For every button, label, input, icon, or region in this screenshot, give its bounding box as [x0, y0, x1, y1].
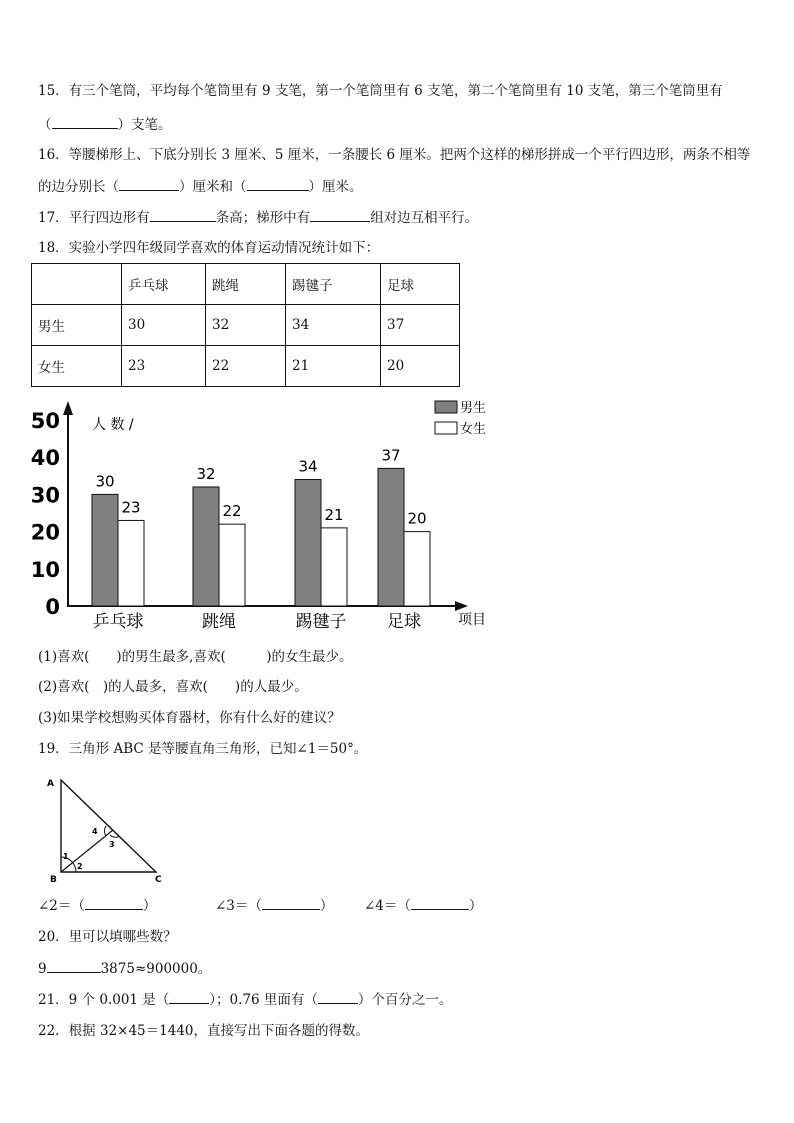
q17-line	[38, 208, 478, 227]
table-cell: 34	[286, 305, 381, 346]
table-cell: 21	[286, 346, 381, 387]
bar-value-label: 34	[298, 457, 318, 476]
bar-boys	[295, 480, 321, 606]
q21-text-b: ）；0.76 里面有（	[209, 992, 318, 1008]
triangle-figure	[40, 770, 170, 885]
x-tick-label: 跳绳	[202, 612, 236, 632]
paren-close: ）	[142, 898, 157, 914]
table-row	[32, 305, 460, 346]
q20-intro: 20．里可以填哪些数？	[38, 929, 177, 945]
q19-answer-4	[364, 896, 482, 915]
bar-value-label: 30	[95, 472, 115, 491]
x-tick-label: 踢毽子	[295, 612, 347, 632]
q21-line	[38, 990, 452, 1009]
q15-line2	[38, 115, 172, 134]
legend-swatch-boys	[435, 401, 457, 413]
x-axis-label: 项目	[458, 612, 486, 628]
y-axis-label: 人 数 /	[92, 417, 134, 433]
angle4-prompt: ∠4＝（	[364, 898, 411, 914]
table-cell: 女生	[32, 346, 122, 387]
y-tick-label: 0	[45, 595, 60, 619]
table-cell: 足球	[381, 264, 460, 305]
q17-text-c: 组对边互相平行。	[370, 210, 479, 226]
q16-blank-1[interactable]	[119, 177, 179, 191]
angle4-arc	[104, 826, 106, 836]
q19-answer-3	[215, 896, 333, 915]
y-tick-label: 50	[30, 409, 60, 433]
y-axis-arrow	[63, 401, 73, 415]
q17-blank-2[interactable]	[310, 208, 370, 222]
vertex-a-label: A	[47, 779, 54, 789]
bar-value-label: 23	[121, 498, 141, 517]
legend-swatch-girls	[435, 422, 457, 434]
bar-boys	[378, 468, 404, 606]
bar-girls	[118, 520, 144, 606]
table-cell: 20	[381, 346, 460, 387]
table-row	[32, 346, 460, 387]
q17-blank-1[interactable]	[150, 208, 216, 222]
angle4-blank[interactable]	[411, 896, 469, 910]
q16-text-c: ）厘米。	[308, 179, 363, 195]
bar-boys	[193, 487, 219, 606]
q21-blank-2[interactable]	[318, 990, 358, 1004]
angle4-label: 4	[92, 827, 98, 836]
stats-table	[31, 263, 460, 387]
q21-blank-1[interactable]	[169, 990, 209, 1004]
bar-value-label: 37	[381, 446, 401, 465]
vertex-b-label: B	[50, 875, 57, 885]
bar-boys	[92, 494, 118, 606]
q19-intro: 19．三角形 ABC 是等腰直角三角形，已知∠1＝50°。	[38, 741, 368, 757]
q18-sub3: (3)如果学校想购买体育器材，你有什么好的建议？	[38, 710, 341, 726]
q16-line2	[38, 177, 363, 196]
q16-line1: 16．等腰梯形上、下底分别长 3 厘米、5 厘米，一条腰长 6 厘米。把两个这样的梯形拼成一个平行四边形，两条不相等	[38, 147, 751, 163]
angle3-blank[interactable]	[262, 896, 320, 910]
table-cell: 37	[381, 305, 460, 346]
bar-chart	[30, 395, 500, 635]
angle2-arc	[73, 863, 76, 872]
q18-sub2: (2)喜欢( )的人最多，喜欢( )的人最少。	[38, 679, 308, 695]
bar-value-label: 32	[196, 464, 216, 483]
table-cell: 跳绳	[206, 264, 286, 305]
q20-text-a: 9	[38, 961, 47, 977]
q15-answer-blank[interactable]	[52, 115, 118, 129]
q16-text-a: 的边分别长（	[38, 179, 119, 195]
q16-text-b: ）厘米和（	[179, 179, 247, 195]
paren-close: ）	[468, 898, 483, 914]
bar-girls	[219, 524, 245, 606]
table-cell: 22	[206, 346, 286, 387]
table-header-row	[32, 264, 460, 305]
q20-blank[interactable]	[47, 959, 101, 973]
q18-intro: 18．实验小学四年级同学喜欢的体育运动情况统计如下：	[38, 240, 380, 256]
vertex-c-label: C	[155, 875, 162, 885]
y-tick-label: 30	[30, 483, 60, 508]
bar-girls	[404, 532, 430, 606]
q17-text-a: 17．平行四边形有	[38, 210, 150, 226]
y-tick-label: 20	[30, 520, 60, 545]
q16-blank-2[interactable]	[247, 177, 309, 191]
bar-value-label: 20	[407, 509, 427, 528]
angle1-label: 1	[63, 852, 69, 861]
bar-girls	[321, 528, 347, 606]
y-tick-label: 40	[30, 446, 60, 471]
triangle-abc	[61, 780, 156, 872]
legend-label-boys: 男生	[460, 401, 487, 416]
q15-paren-close: ）支笔。	[117, 117, 172, 133]
table-cell: 男生	[32, 305, 122, 346]
x-tick-label: 乒乓球	[92, 612, 144, 632]
q20-expression	[38, 959, 211, 978]
angle2-prompt: ∠2＝（	[38, 898, 85, 914]
q15-paren-open: （	[38, 117, 52, 133]
q17-text-b: 条高；梯形中有	[215, 210, 311, 226]
paren-close: ）	[319, 898, 334, 914]
bar-value-label: 22	[222, 502, 242, 521]
q15-line1: 15．有三个笔筒，平均每个笔筒里有 9 支笔，第一个笔筒里有 6 支笔，第二个笔筒里有 10 支笔，第三个笔筒里有	[38, 83, 723, 99]
angle2-blank[interactable]	[85, 896, 143, 910]
table-cell	[32, 264, 122, 305]
legend-label-girls: 女生	[460, 422, 487, 437]
y-tick-label: 10	[30, 557, 60, 582]
q18-sub1: (1)喜欢( )的男生最多,喜欢( )的女生最少。	[38, 649, 353, 665]
table-cell: 23	[122, 346, 206, 387]
table-cell: 30	[122, 305, 206, 346]
bar-value-label: 21	[324, 505, 344, 524]
q22-text: 22．根据 32×45＝1440，直接写出下面各题的得数。	[38, 1023, 369, 1039]
angle3-label: 3	[109, 840, 115, 849]
table-cell: 乒乓球	[122, 264, 206, 305]
q21-text-c: ）个百分之一。	[357, 992, 453, 1008]
table-cell: 32	[206, 305, 286, 346]
angle2-label: 2	[77, 862, 83, 871]
angle3-prompt: ∠3＝（	[215, 898, 262, 914]
x-axis-arrow	[455, 601, 468, 611]
x-tick-label: 足球	[387, 612, 421, 632]
q21-text-a: 21．9 个 0.001 是（	[38, 992, 170, 1008]
table-cell: 踢毽子	[286, 264, 381, 305]
segment-from-b	[61, 830, 113, 872]
q20-text-b: 3875≈900000。	[100, 961, 212, 977]
q19-answer-2	[38, 896, 156, 915]
